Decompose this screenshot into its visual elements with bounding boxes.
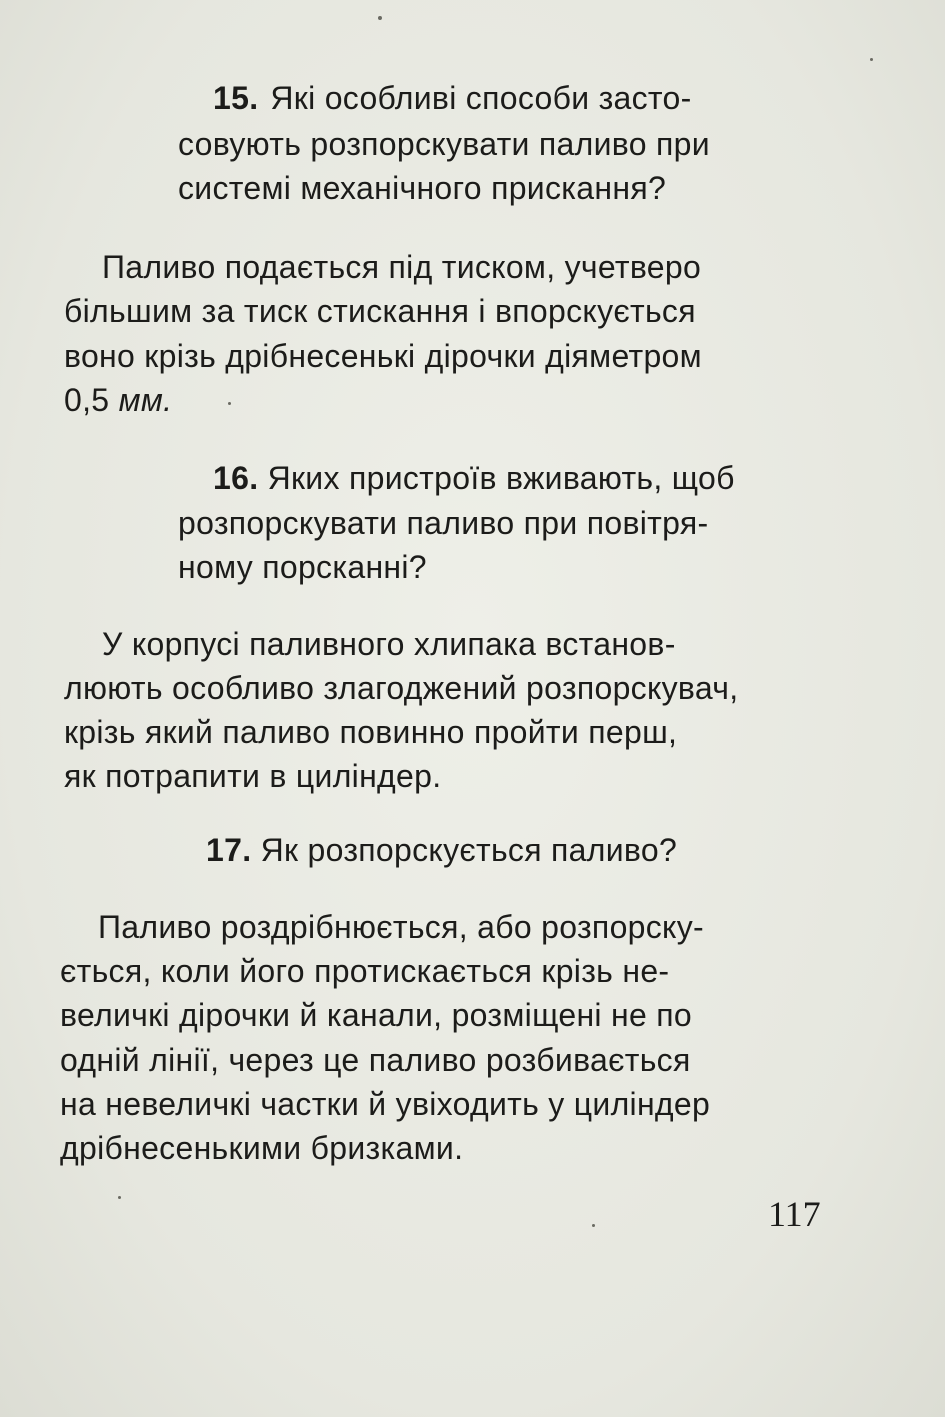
- scan-speck: [592, 1224, 595, 1227]
- answer-17-line-6: дрібнесенькими бризками.: [60, 1130, 464, 1166]
- question-17-line-1: [206, 830, 677, 870]
- question-16-line-3: ному порсканні?: [178, 549, 427, 585]
- answer-15-line-2: більшим за тиск стискання і впорскується: [64, 293, 696, 329]
- answer-15-unit: мм.: [118, 382, 173, 418]
- question-16-number: 16.: [213, 460, 259, 496]
- scan-speck: [228, 402, 231, 405]
- question-15-line-3: системі механічного прискання?: [178, 170, 667, 206]
- answer-16-line-3: крізь який паливо повинно пройти перш,: [64, 714, 678, 750]
- answer-16-line-2: люють особливо злагоджений розпорскувач,: [64, 670, 739, 706]
- answer-17-line-5: на невеличкі частки й увіходить у циліндер: [60, 1086, 711, 1122]
- page-number: 117: [768, 1194, 821, 1234]
- scan-speck: [378, 16, 382, 20]
- answer-17-line-2: ється, коли його протискається крізь не-: [60, 953, 670, 989]
- question-16-line-2: розпорскувати паливо при повітря-: [178, 505, 709, 541]
- answer-15-value: 0,5: [64, 382, 110, 418]
- answer-15-line-3: воно крізь дрібнесенькі дірочки діяметром: [64, 338, 702, 374]
- answer-17-line-4: одній лінії, через це паливо розбивається: [60, 1042, 691, 1078]
- answer-16-line-1: У корпусі паливного хлипака встанов-: [102, 626, 676, 662]
- scan-speck: [870, 58, 873, 61]
- question-15-number: 15.: [213, 80, 259, 116]
- answer-17-line-3: величкі дірочки й канали, розміщені не по: [60, 997, 693, 1033]
- answer-17-line-1: Паливо роздрібнюється, або розпорску-: [98, 909, 704, 945]
- question-15-line-1: [213, 78, 833, 118]
- question-16-line-1: [213, 458, 735, 498]
- answer-16-line-4: як потрапити в циліндер.: [64, 758, 442, 794]
- question-16-text-line-1: Яких пристроїв вживають, щоб: [267, 460, 735, 496]
- question-17-text-line-1: Як розпорскується паливо?: [260, 832, 678, 868]
- answer-15-line-1: Паливо подається під тиском, учетверо: [102, 249, 702, 285]
- scan-speck: [118, 1196, 121, 1199]
- question-17-number: 17.: [206, 832, 252, 868]
- answer-15-line-4: [64, 380, 172, 420]
- question-15-line-2: совують розпорскувати паливо при: [178, 126, 710, 162]
- question-15-text-line-1: Які особливі способи засто-: [270, 80, 692, 116]
